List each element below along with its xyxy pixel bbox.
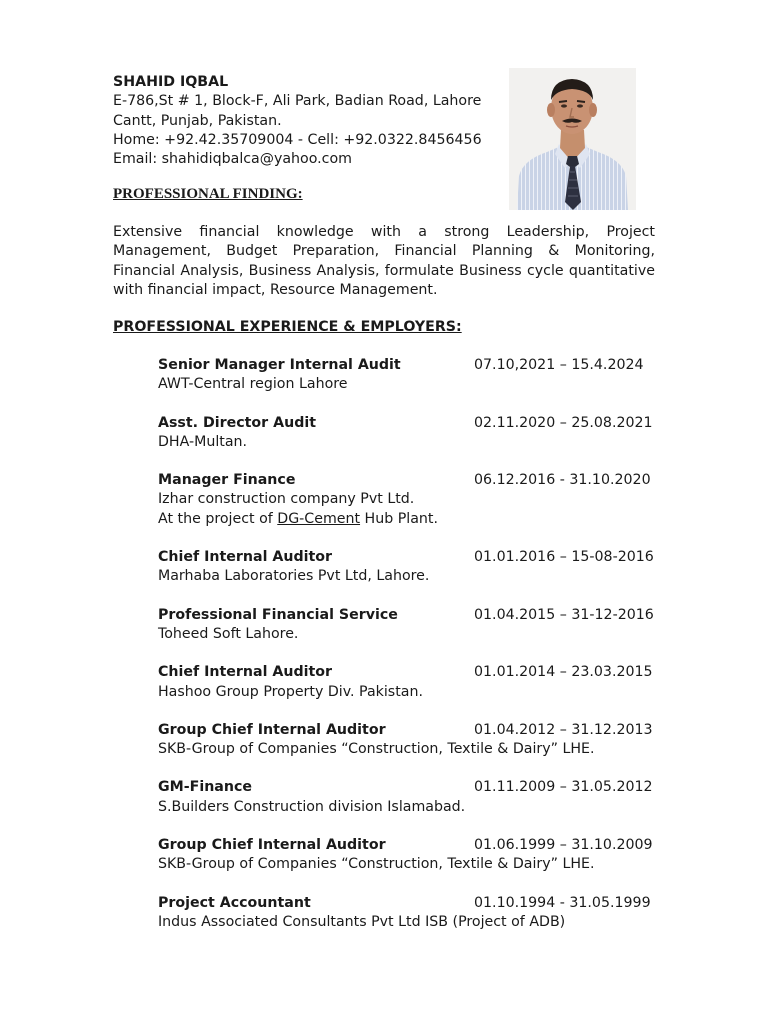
job-employer: SKB-Group of Companies “Construction, Textile & Dairy” LHE. bbox=[158, 856, 595, 873]
job-dates: 01.04.2015 – 31-12-2016 bbox=[474, 606, 654, 623]
job-title: Chief Internal Auditor bbox=[158, 549, 332, 566]
job-entry bbox=[158, 836, 658, 875]
job-title: Group Chief Internal Auditor bbox=[158, 837, 386, 854]
job-dates: 01.04.2012 – 31.12.2013 bbox=[474, 721, 653, 738]
job-entry bbox=[158, 356, 658, 395]
job-title: Chief Internal Auditor bbox=[158, 664, 332, 681]
job-dates: 01.11.2009 – 31.05.2012 bbox=[474, 779, 653, 796]
job-entry bbox=[158, 548, 658, 587]
job-dates: 01.01.2014 – 23.03.2015 bbox=[474, 664, 653, 681]
job-employer: Toheed Soft Lahore. bbox=[158, 625, 299, 642]
address-line-1: E-786,St # 1, Block-F, Ali Park, Badian Road, Lahore bbox=[113, 93, 482, 110]
job-entry bbox=[158, 471, 658, 529]
job-dates: 01.01.2016 – 15-08-2016 bbox=[474, 549, 654, 566]
candidate-name: SHAHID IQBAL bbox=[113, 74, 229, 90]
job-title: Senior Manager Internal Audit bbox=[158, 357, 401, 373]
job-employer: SKB-Group of Companies “Construction, Textile & Dairy” LHE. bbox=[158, 741, 595, 758]
job-entry bbox=[158, 606, 658, 645]
email-address: Email: shahidiqbalca@yahoo.com bbox=[113, 151, 352, 168]
job-employer: S.Builders Construction division Islamabad. bbox=[158, 798, 466, 815]
job-dates: 01.06.1999 – 31.10.2009 bbox=[474, 837, 653, 854]
section-title-experience: PROFESSIONAL EXPERIENCE & EMPLOYERS: bbox=[113, 319, 462, 335]
job-employer: DHA-Multan. bbox=[158, 433, 248, 450]
job-entry bbox=[158, 778, 658, 817]
job-dates: 06.12.2016 - 31.10.2020 bbox=[474, 472, 651, 489]
professional-summary: Extensive financial knowledge with a strong Leadership, Project Management, Budget Preparation, Financial Planning & Monitoring, Financial Analysis, Business Analysis, formulate Business cycle quantitative with financial impact, Resource Management. bbox=[113, 224, 655, 298]
profile-photo bbox=[509, 68, 636, 210]
job-employer: Marhaba Laboratories Pvt Ltd, Lahore. bbox=[158, 568, 430, 585]
job-employer: Izhar construction company Pvt Ltd. bbox=[158, 491, 415, 508]
job-title: GM-Finance bbox=[158, 779, 253, 796]
job-employer: AWT-Central region Lahore bbox=[158, 376, 348, 393]
job-employer: Indus Associated Consultants Pvt Ltd ISB (Project of ADB) bbox=[158, 913, 566, 930]
job-project-note bbox=[158, 510, 658, 529]
job-dates: 01.10.1994 - 31.05.1999 bbox=[474, 894, 651, 911]
section-title-professional-finding: PROFESSIONAL FINDING: bbox=[113, 186, 303, 202]
job-dates: 02.11.2020 – 25.08.2021 bbox=[474, 414, 653, 431]
experience-list bbox=[158, 356, 658, 951]
job-note-suffix: Hub Plant. bbox=[360, 510, 438, 527]
address-line-2: Cantt, Punjab, Pakistan. bbox=[113, 112, 282, 129]
job-entry bbox=[158, 894, 658, 933]
job-employer: Hashoo Group Property Div. Pakistan. bbox=[158, 683, 423, 700]
job-title: Asst. Director Audit bbox=[158, 414, 316, 431]
project-name-underlined: DG-Cement bbox=[277, 510, 361, 527]
job-entry bbox=[158, 663, 658, 702]
job-dates: 07.10,2021 – 15.4.2024 bbox=[474, 357, 644, 373]
job-note-prefix: At the project of bbox=[158, 510, 278, 527]
job-title: Manager Finance bbox=[158, 472, 296, 489]
contact-block bbox=[113, 73, 503, 169]
job-entry bbox=[158, 414, 658, 453]
job-title: Professional Financial Service bbox=[158, 606, 398, 623]
phone-numbers: Home: +92.42.35709004 - Cell: +92.0322.8456456 bbox=[113, 131, 482, 148]
portrait-illustration bbox=[509, 68, 636, 210]
job-title: Group Chief Internal Auditor bbox=[158, 721, 386, 738]
job-title: Project Accountant bbox=[158, 894, 311, 911]
job-entry bbox=[158, 721, 658, 760]
